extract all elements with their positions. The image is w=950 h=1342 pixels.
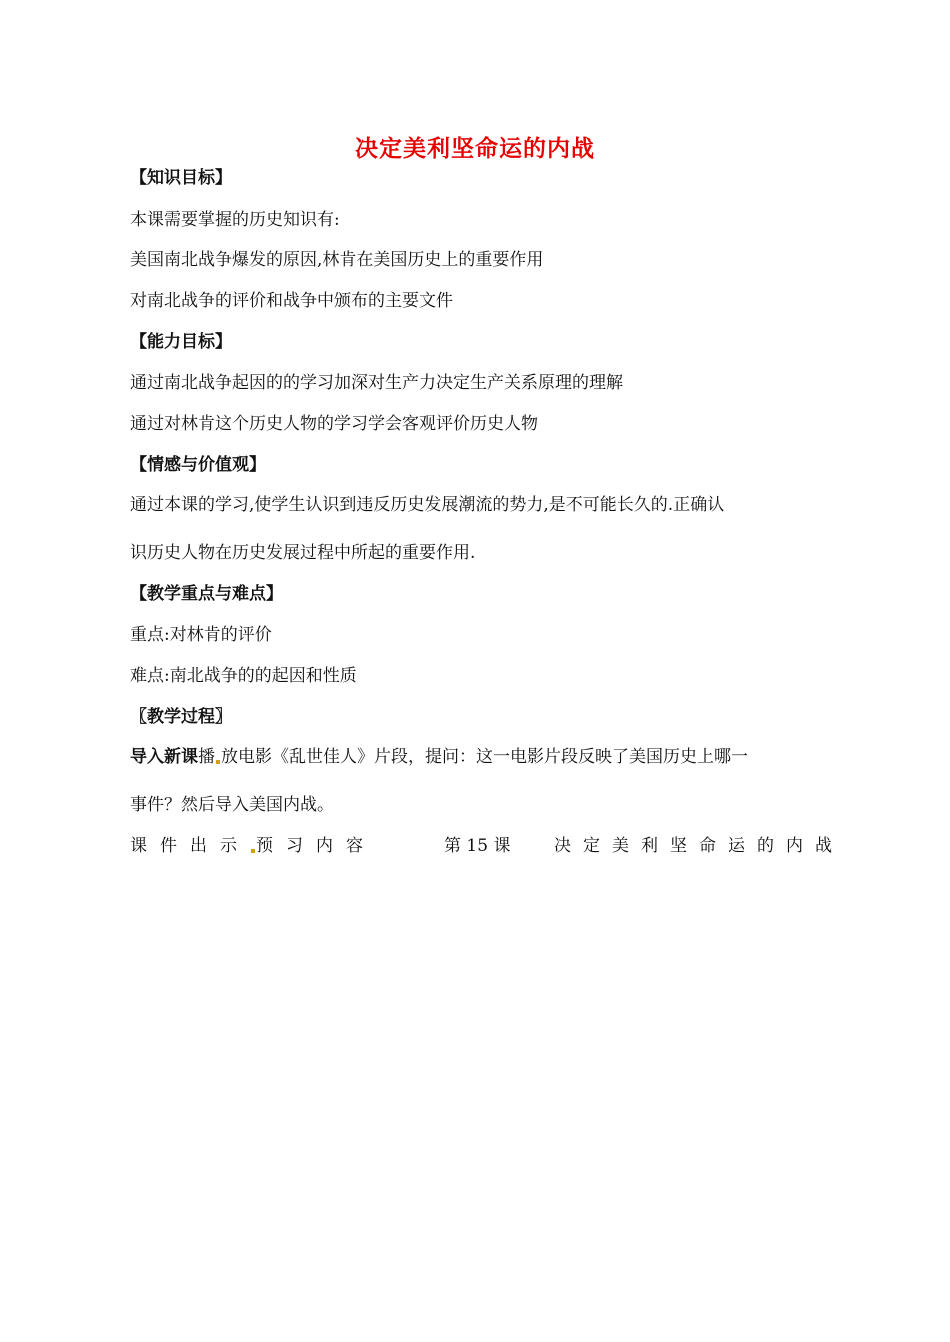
process-intro-label: 导入新课 [130, 747, 198, 767]
anchor-dot-icon [251, 849, 255, 853]
courseware-preview: 预习内容 [256, 836, 376, 856]
process-heading: 〖教学过程〗 [130, 707, 232, 727]
lesson-title: 决定美利坚命运的内战 [554, 836, 844, 856]
lesson-number: 第 15 课 [444, 836, 511, 856]
ability-line-1: 通过南北战争起因的的学习加深对生产力决定生产关系原理的理解 [130, 373, 623, 393]
knowledge-heading: 【知识目标】 [130, 168, 232, 188]
process-intro-text-a: 播 [198, 747, 215, 767]
process-intro-line [130, 742, 830, 767]
knowledge-line-2: 美国南北战争爆发的原因,林肯在美国历史上的重要作用 [130, 250, 544, 270]
emotion-heading: 【情感与价值观】 [130, 455, 266, 475]
process-intro-line-2: 事件？然后导入美国内战。 [130, 795, 334, 815]
knowledge-line-1: 本课需要掌握的历史知识有: [130, 210, 340, 230]
focus-line-1: 重点:对林肯的评价 [130, 625, 272, 645]
focus-heading: 【教学重点与难点】 [130, 584, 283, 604]
knowledge-line-3: 对南北战争的评价和战争中颁布的主要文件 [130, 291, 453, 311]
focus-line-2: 难点:南北战争的的起因和性质 [130, 666, 357, 686]
ability-heading: 【能力目标】 [130, 332, 232, 352]
emotion-line-2: 识历史人物在历史发展过程中所起的重要作用. [130, 543, 476, 563]
emotion-line-1: 通过本课的学习,使学生认识到违反历史发展潮流的势力,是不可能长久的.正确认 [130, 495, 725, 515]
anchor-dot-icon [216, 760, 220, 764]
process-intro-text-b: 放电影《乱世佳人》片段，提问：这一电影片段反映了美国历史上哪一 [221, 747, 748, 767]
courseware-label: 课件出示 [130, 836, 250, 856]
ability-line-2: 通过对林肯这个历史人物的学习学会客观评价历史人物 [130, 414, 538, 434]
document-title: 决定美利坚命运的内战 [355, 136, 595, 162]
